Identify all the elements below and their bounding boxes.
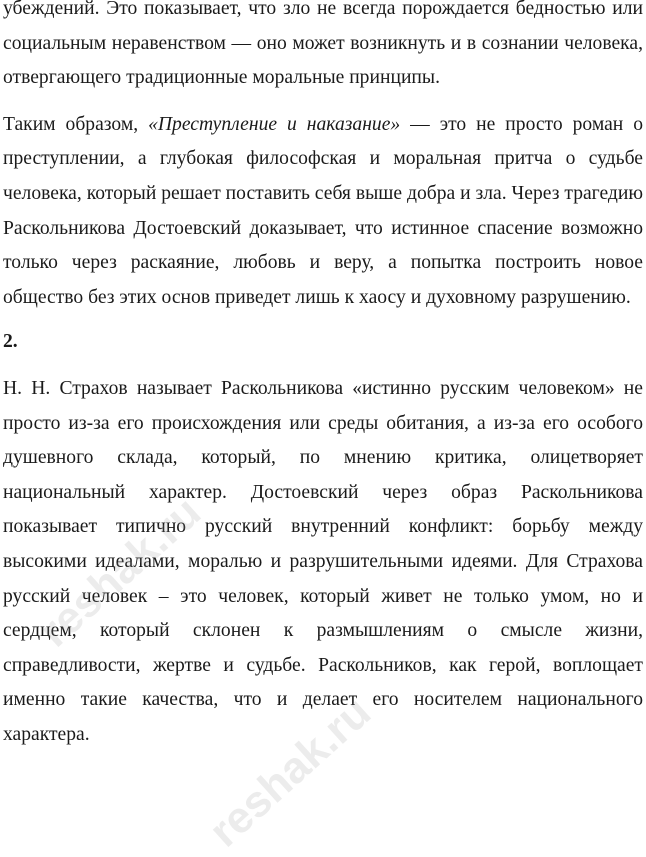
summary-lead: Таким образом, [3,113,149,135]
novel-title: «Преступление и наказание» [148,113,401,135]
watermark-logo: reshak.ru [30,487,211,657]
document-page [3,0,643,752]
paragraph-summary [3,108,643,316]
summary-body: — это не просто роман о преступлении, а глубокая философская и моральная притча о судьбе человека, который решает поставить себя выше добра и зла. Через трагедию Раскольникова Достоевский доказывает, что истинное спасение возможно только через раскаяние, любовь и веру, а попытка построить новое общество без этих основ приведет лишь к хаосу и духовному разрушению. [3,113,644,308]
watermark-logo-secondary: reshak.ru [200,687,381,857]
paragraph-conclusion-end: убеждений. Это показывает, что зло не всегда порождается бедностью или социальным неравенством — оно может возникнуть и в сознании человека, отвергающего традиционные моральные принципы. [3,0,643,89]
paragraph-strakhov: Н. Н. Страхов называет Раскольникова «истинно русским человеком» не просто из-за его происхождения или среды обитания, а из-за его особого душевного склада, который, по мнению критика, олицетворяет национальный характер. Достоевский через образ Раскольникова показывает типично русский внутренний конфликт: борьбу между высокими идеалами, моралью и разрушительными идеями. Для Страхова русский человек – это человек, который живет не только умом, но и сердцем, который склонен к размышлениям о смысле жизни, справедливости, жертве и судьбе. Раскольников, как герой, воплощает именно такие качества, что и делает его носителем национального характера. [3,377,643,745]
section-number: 2. [3,331,18,353]
